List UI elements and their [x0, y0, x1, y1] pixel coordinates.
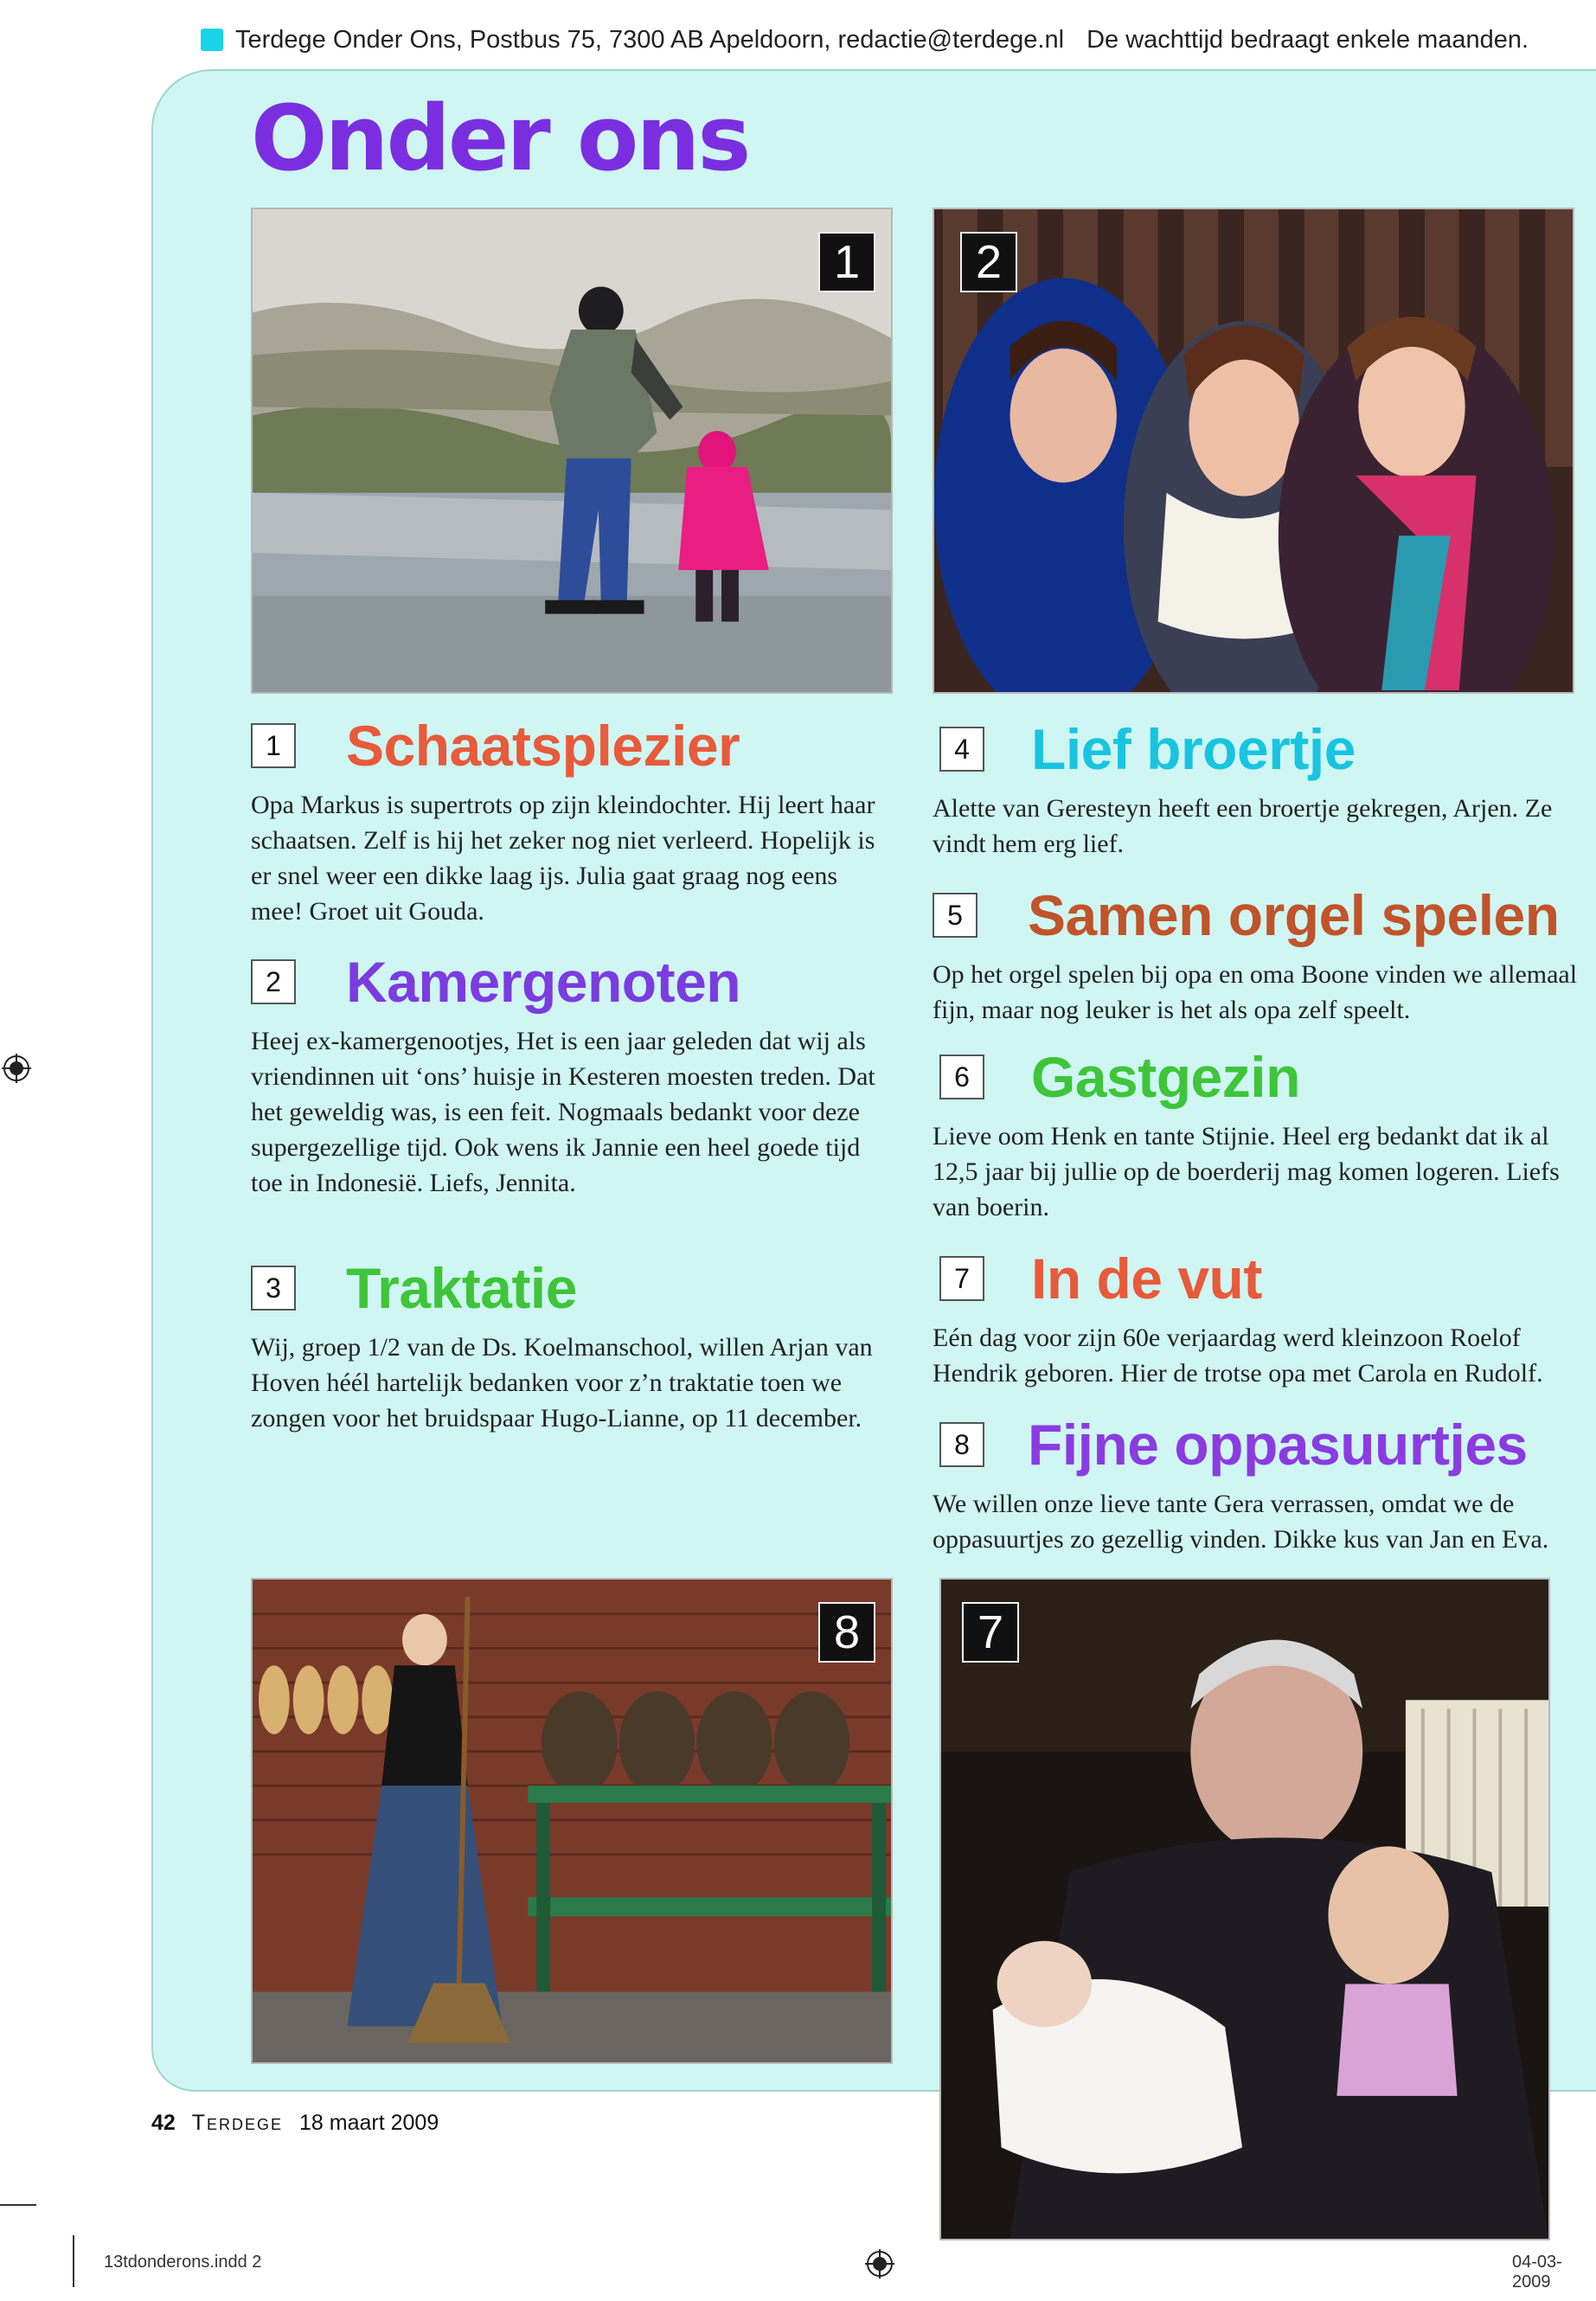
magazine-name: Terdege [191, 2111, 284, 2135]
photo-2 [933, 208, 1574, 694]
registration-mark-icon [2, 1054, 31, 1083]
article-title: Traktatie [346, 1256, 577, 1320]
article-5 [933, 881, 1596, 1028]
cyan-square-icon [201, 29, 223, 51]
page-title: Onder ons [251, 86, 749, 191]
article-body: Alette van Geresteyn heeft een broertje gekregen, Arjen. Ze vindt hem erg lief. [933, 794, 1553, 858]
article-7 [933, 1244, 1596, 1391]
article-body: Eén dag voor zijn 60e verjaardag werd kleinzoon Roelof Hendrik geboren. Hier de trotse opa met Carola en Rudolf. [933, 1324, 1543, 1388]
issue-date: 18 maart 2009 [299, 2111, 439, 2135]
article-title: Lief broertje [1031, 717, 1356, 781]
article-8 [933, 1410, 1596, 1557]
article-6 [933, 1042, 1596, 1225]
article-number: 2 [251, 959, 296, 1004]
article-title: Kamergenoten [346, 950, 741, 1014]
article-title: Schaatsplezier [346, 714, 740, 778]
article-number: 7 [939, 1256, 984, 1301]
article-body: We willen onze lieve tante Gera verrassen, omdat we de oppasuurtjes zo gezellig vinden. Dikke kus van Jan en Eva. [933, 1490, 1549, 1554]
article-title: In de vut [1031, 1247, 1262, 1311]
article-number: 8 [939, 1422, 984, 1467]
slug-date: 04-03-2009 [1512, 2253, 1562, 2291]
grandfather-photo-image [941, 1580, 1548, 2239]
traditional-dress-photo-image [253, 1580, 891, 2062]
article-2 [251, 947, 893, 1201]
article-4 [933, 715, 1596, 862]
article-body: Heej ex-kamergenootjes, Het is een jaar geleden dat wij als vriendinnen uit ‘ons’ huisje in Kesteren moesten treden. Dat het geweldig was, is een feit. Nogmaals bedankt voor deze supergezellige tijd. Ook wens ik Jannie een heel goede tijd toe in Indonesië. Liefs, Jennita. [251, 1027, 875, 1197]
article-number: 3 [251, 1266, 296, 1311]
photo-number-badge: 8 [818, 1602, 875, 1663]
photo-1 [251, 208, 893, 694]
article-number: 1 [251, 723, 296, 768]
article-title: Fijne oppasuurtjes [1028, 1413, 1528, 1477]
slug-filename: 13tdonderons.indd 2 [104, 2253, 262, 2272]
photo-number-badge: 7 [962, 1602, 1019, 1663]
article-number: 5 [933, 893, 977, 938]
article-3 [251, 1253, 893, 1436]
article-body: Wij, groep 1/2 van de Ds. Koelmanschool, willen Arjan van Hoven héél hartelijk bedanken voor z’n traktatie toen we zongen voor het bruidspaar Hugo-Lianne, op 11 december. [251, 1333, 873, 1433]
article-body: Lieve oom Henk en tante Stijnie. Heel erg bedankt dat ik al 12,5 jaar bij jullie op de boerderij mag komen logeren. Liefs van boerin. [933, 1122, 1560, 1221]
header-address: Terdege Onder Ons, Postbus 75, 7300 AB Apeldoorn, redactie@terdege.nl [235, 25, 1065, 54]
skating-photo-image [253, 209, 891, 692]
article-body: Op het orgel spelen bij opa en oma Boone vinden we allemaal fijn, maar nog leuker is het als opa zelf speelt. [933, 960, 1578, 1024]
article-number: 4 [939, 727, 984, 772]
article-title: Samen orgel spelen [1028, 883, 1560, 947]
article-title: Gastgezin [1031, 1045, 1300, 1109]
friends-photo-image [934, 209, 1573, 692]
article-1 [251, 711, 893, 929]
photo-number-badge: 2 [960, 232, 1017, 292]
photo-8 [251, 1578, 893, 2064]
page-footer [151, 2111, 439, 2136]
page-number: 42 [151, 2111, 176, 2135]
photo-number-badge: 1 [818, 232, 875, 292]
article-number: 6 [939, 1054, 984, 1099]
article-body: Opa Markus is supertrots op zijn kleindochter. Hij leert haar schaatsen. Zelf is hij het zeker nog niet verleerd. Hopelijk is er snel weer een dikke laag ijs. Julia gaat graag nog eens mee! Groet uit Gouda. [251, 791, 875, 926]
photo-7 [939, 1578, 1550, 2240]
crop-mark [73, 2235, 74, 2287]
contact-header [201, 22, 1529, 57]
crop-mark [0, 2204, 36, 2206]
registration-mark-icon [865, 2249, 894, 2279]
header-notice: De wachttijd bedraagt enkele maanden. [1086, 25, 1529, 54]
